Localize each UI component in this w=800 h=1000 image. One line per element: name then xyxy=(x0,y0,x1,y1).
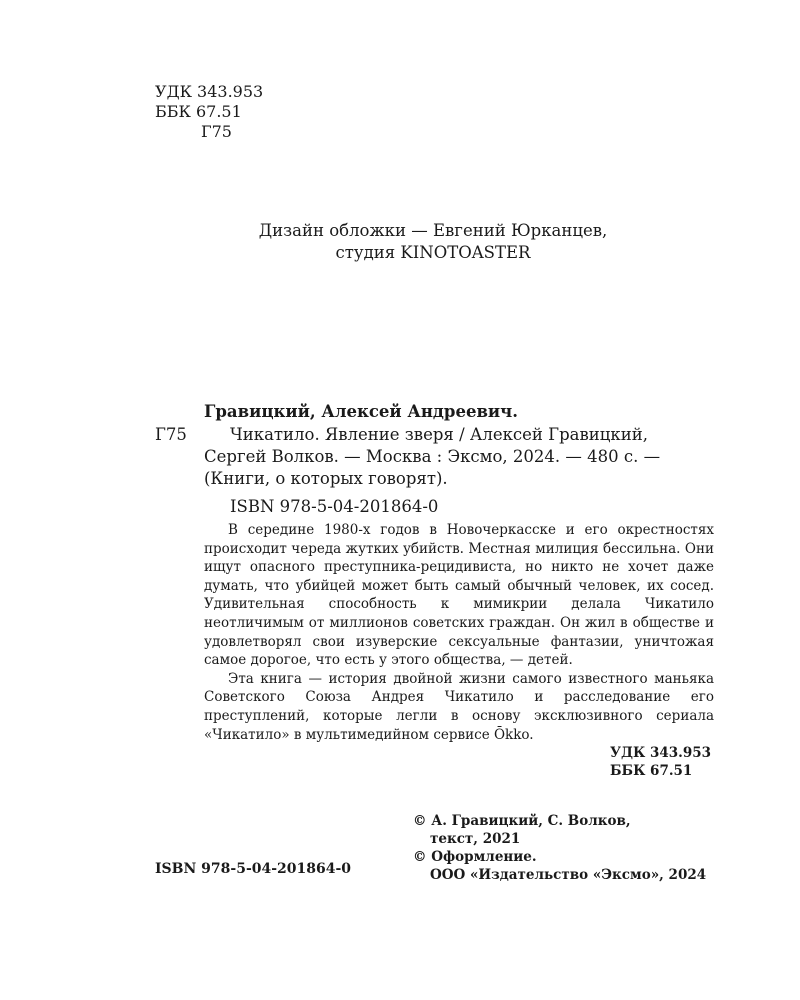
bib-author-mark: Г75 xyxy=(155,425,187,444)
udk-code-bottom: УДК 343.953 xyxy=(610,745,711,761)
annotation-paragraph-1: В середине 1980-х годов в Новочеркасске и его окрестностях происходит череда жутких убийств. Местная милиция бессильна. Они ищут опасного преступника-рецидивиста, но никто не хочет даже думать, что убийцей может быть самый обычный человек, их сосед. Удивительная способность к мимикрии делала Чикатило неотличимым от миллионов советских граждан. Он жил в обществе и удовлетворял свои изуверские сексуальные фантазии, уничтожая самое дорогое, что есть у этого общества, — детей. xyxy=(204,522,714,669)
cover-design-credit-line2: студия KINOTOASTER xyxy=(335,243,531,262)
copyright-line4: ООО «Издательство «Эксмо», 2024 xyxy=(430,867,707,883)
annotation-paragraph-2: Эта книга — история двойной жизни самого известного маньяка Советского Союза Андрея Чикатило и расследование его преступлений, которые легли в основу эксклюзивного сериала «Чикатило» в мультимедийном сервисе Ōkko. xyxy=(204,670,714,743)
annotation xyxy=(204,521,714,744)
bib-author-heading: Гравицкий, Алексей Андреевич. xyxy=(204,402,518,421)
bib-isbn: ISBN 978-5-04-201864-0 xyxy=(230,497,439,516)
cover-design-credit-line1: Дизайн обложки — Евгений Юрканцев, xyxy=(258,221,608,240)
udk-code: УДК 343.953 xyxy=(155,82,264,101)
bib-title-line2: Сергей Волков. — Москва : Эксмо, 2024. — 480 с. — xyxy=(204,447,661,466)
copyright-line2: текст, 2021 xyxy=(430,831,521,847)
bib-title-line3: (Книги, о которых говорят). xyxy=(204,469,448,488)
bbk-code-bottom: ББК 67.51 xyxy=(610,763,693,779)
bbk-code: ББК 67.51 xyxy=(155,102,242,121)
bib-title-line1: Чикатило. Явление зверя / Алексей Гравицкий, xyxy=(230,425,648,444)
author-mark: Г75 xyxy=(201,122,232,141)
isbn-bottom: ISBN 978-5-04-201864-0 xyxy=(155,861,352,877)
copyright-line1: © А. Гравицкий, С. Волков, xyxy=(413,813,631,829)
copyright-line3: © Оформление. xyxy=(413,849,537,865)
